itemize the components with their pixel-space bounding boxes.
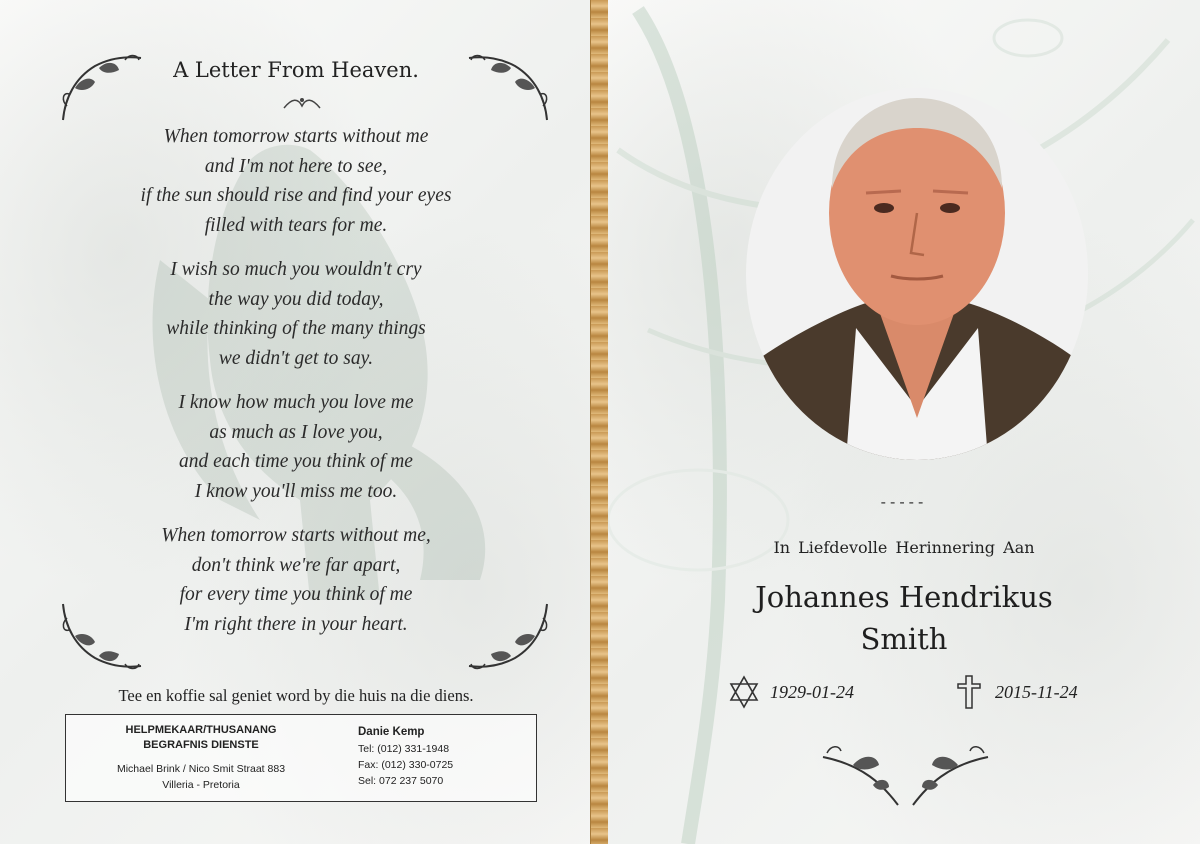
poem-line: I wish so much you wouldn't cry <box>170 259 422 280</box>
poem-line: for every time you think of me <box>179 584 413 605</box>
poem-line: the way you did today, <box>208 288 384 310</box>
deceased-name-line2: Smith <box>860 622 948 656</box>
poem-line: while thinking of the many things <box>166 318 426 339</box>
poem-line: and I'm not here to see, <box>204 155 388 177</box>
left-page <box>0 0 592 844</box>
contact-cell: Sel: 072 237 5070 <box>358 775 444 787</box>
portrait-photo <box>746 88 1088 460</box>
poem-line: When tomorrow starts without me <box>163 126 429 147</box>
poem-line: and each time you think of me <box>179 451 413 472</box>
contact-fax: Fax: (012) 330-0725 <box>358 759 454 771</box>
poem-stanza <box>0 122 592 240</box>
birth-date: 1929-01-24 <box>770 681 854 702</box>
poem-line: I know you'll miss me too. <box>194 480 398 502</box>
contact-tel: Tel: (012) 331-1948 <box>358 743 450 755</box>
poem-line: if the sun should rise and find your eyes <box>140 185 452 206</box>
poem-stanza <box>0 255 592 373</box>
poem-stanza <box>0 521 592 639</box>
funeral-home-city: Villeria - Pretoria <box>162 779 240 791</box>
title-flourish-icon <box>282 92 322 112</box>
funeral-home-name-2: BEGRAFNIS DIENSTE <box>143 739 259 751</box>
cross-icon <box>953 674 985 710</box>
tea-note: Tee en koffie sal geniet word by die huis na die diens. <box>118 686 474 705</box>
death-date: 2015-11-24 <box>995 681 1078 702</box>
booklet-spine-cord <box>590 0 610 844</box>
funeral-home-address: Michael Brink / Nico Smit Straat 883 <box>116 763 286 775</box>
poem <box>0 122 592 654</box>
death-date-row <box>953 674 1078 710</box>
poem-line: I know how much you love me <box>178 392 414 413</box>
poem-line: as much as I love you, <box>209 421 383 443</box>
funeral-home-name: HELPMEKAAR/THUSANANG <box>125 724 277 736</box>
poem-stanza <box>0 388 592 506</box>
poem-line: don't think we're far apart, <box>191 554 401 576</box>
poem-line: we didn't get to say. <box>218 347 374 369</box>
bottom-floral-ornament-icon <box>813 735 998 813</box>
birth-date-row <box>728 674 854 710</box>
funeral-home-info <box>66 723 336 793</box>
deceased-name <box>608 576 1200 660</box>
funeral-home-box <box>65 714 537 802</box>
deceased-name-line1: Johannes Hendrikus <box>755 580 1053 614</box>
poem-line: I'm right there in your heart. <box>184 613 408 635</box>
in-memory-heading: In Liefdevolle Herinnering Aan <box>773 538 1035 557</box>
separator-dashes: ----- <box>880 494 928 511</box>
poem-line: filled with tears for me. <box>204 214 388 236</box>
right-page <box>608 0 1200 844</box>
poem-line: When tomorrow starts without me, <box>161 525 431 546</box>
contact-name: Danie Kemp <box>358 726 425 738</box>
funeral-home-contact <box>358 723 528 789</box>
star-icon <box>728 674 760 710</box>
poem-title: A Letter From Heaven. <box>173 58 419 82</box>
